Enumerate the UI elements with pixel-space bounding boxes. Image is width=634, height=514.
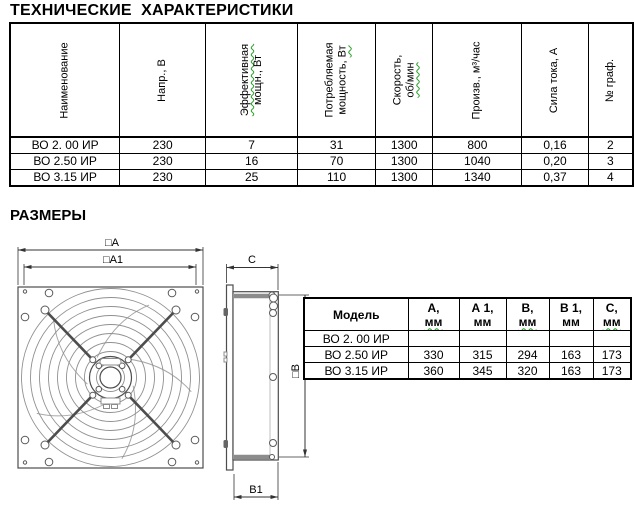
- section-title-specifications: ТЕХНИЧЕСКИЕ ХАРАКТЕРИСТИКИ: [10, 2, 294, 19]
- dimension-label-a1: □A1: [102, 254, 124, 266]
- dims-header-b1: В 1, мм: [549, 298, 593, 331]
- cell: 315: [459, 347, 506, 363]
- terminal-box: [101, 398, 120, 404]
- cell: 25: [206, 170, 298, 187]
- specs-header-voltage: Напр., В: [120, 23, 206, 137]
- specs-header-graph-number: № граф.: [588, 23, 633, 137]
- dimension-label-b1: B1: [249, 484, 263, 496]
- cell: 4: [588, 170, 633, 187]
- specs-header-effective-power: Эффективная мощн., Вт: [206, 23, 298, 137]
- specs-header-name: Наименование: [10, 23, 120, 137]
- dims-header-b: В, мм: [506, 298, 549, 331]
- cell: 230: [120, 137, 206, 154]
- cell: 345: [459, 363, 506, 380]
- dims-header-row: [304, 298, 631, 331]
- model-name-cell: ВО 2. 00 ИР: [304, 331, 408, 347]
- cell: [506, 331, 549, 347]
- dims-header-model: Модель: [304, 298, 408, 331]
- model-name-cell: ВО 2.50 ИР: [304, 347, 408, 363]
- cell: 330: [408, 347, 459, 363]
- model-name-cell: ВО 3.15 ИР: [304, 363, 408, 380]
- cell: 163: [549, 347, 593, 363]
- fan-technical-drawing: [0, 228, 320, 514]
- dimension-label-a: □A: [105, 237, 119, 249]
- fan-front-view: [18, 287, 203, 468]
- specs-header-current: Сила тока, А: [522, 23, 588, 137]
- cell: 1040: [433, 154, 522, 170]
- cell: [549, 331, 593, 347]
- cell: 800: [433, 137, 522, 154]
- cell: [593, 331, 631, 347]
- section-title-dimensions: РАЗМЕРЫ: [10, 207, 87, 224]
- specs-row: [10, 154, 633, 170]
- fan-side-view: [224, 285, 279, 470]
- model-name-cell: ВО 3.15 ИР: [10, 170, 120, 187]
- specs-header-performance: Произв., м³/час: [433, 23, 522, 137]
- cell: 0,16: [522, 137, 588, 154]
- dims-row: [304, 331, 631, 347]
- specs-row: [10, 137, 633, 154]
- cell: 16: [206, 154, 298, 170]
- cell: 110: [298, 170, 376, 187]
- dims-header-a1: А 1, мм: [459, 298, 506, 331]
- flange-clip: [224, 308, 229, 316]
- specs-header-speed: Скорость, об/мин: [375, 23, 432, 137]
- cell: 31: [298, 137, 376, 154]
- cell: 360: [408, 363, 459, 380]
- cell: 2: [588, 137, 633, 154]
- cell: 230: [120, 170, 206, 187]
- cell: 7: [206, 137, 298, 154]
- cell: 163: [549, 363, 593, 380]
- cell: 0,37: [522, 170, 588, 187]
- dims-header-a: А, мм: [408, 298, 459, 331]
- cell: [408, 331, 459, 347]
- cell: 1300: [375, 170, 432, 187]
- dimension-label-c: C: [248, 254, 256, 266]
- cell: 3: [588, 154, 633, 170]
- cell: 320: [506, 363, 549, 380]
- cell: 230: [120, 154, 206, 170]
- dims-row: [304, 347, 631, 363]
- dimensions-table: [303, 297, 632, 380]
- specifications-table: [9, 22, 634, 187]
- cell: 294: [506, 347, 549, 363]
- specs-header-row: [10, 23, 633, 137]
- specs-header-power-consumption: Потребляемая мощность, Вт: [298, 23, 376, 137]
- dims-header-c: С, мм: [593, 298, 631, 331]
- cell: 1300: [375, 154, 432, 170]
- specs-row: [10, 170, 633, 187]
- cell: 1340: [433, 170, 522, 187]
- cell: 1300: [375, 137, 432, 154]
- cell: 173: [593, 363, 631, 380]
- flange-clip: [224, 440, 229, 448]
- cell: 0,20: [522, 154, 588, 170]
- dims-row: [304, 363, 631, 380]
- dimension-label-b: □B: [290, 364, 302, 378]
- model-name-cell: ВО 2.50 ИР: [10, 154, 120, 170]
- cell: [459, 331, 506, 347]
- cell: 70: [298, 154, 376, 170]
- cell: 173: [593, 347, 631, 363]
- model-name-cell: ВО 2. 00 ИР: [10, 137, 120, 154]
- brand-plate: [100, 359, 121, 366]
